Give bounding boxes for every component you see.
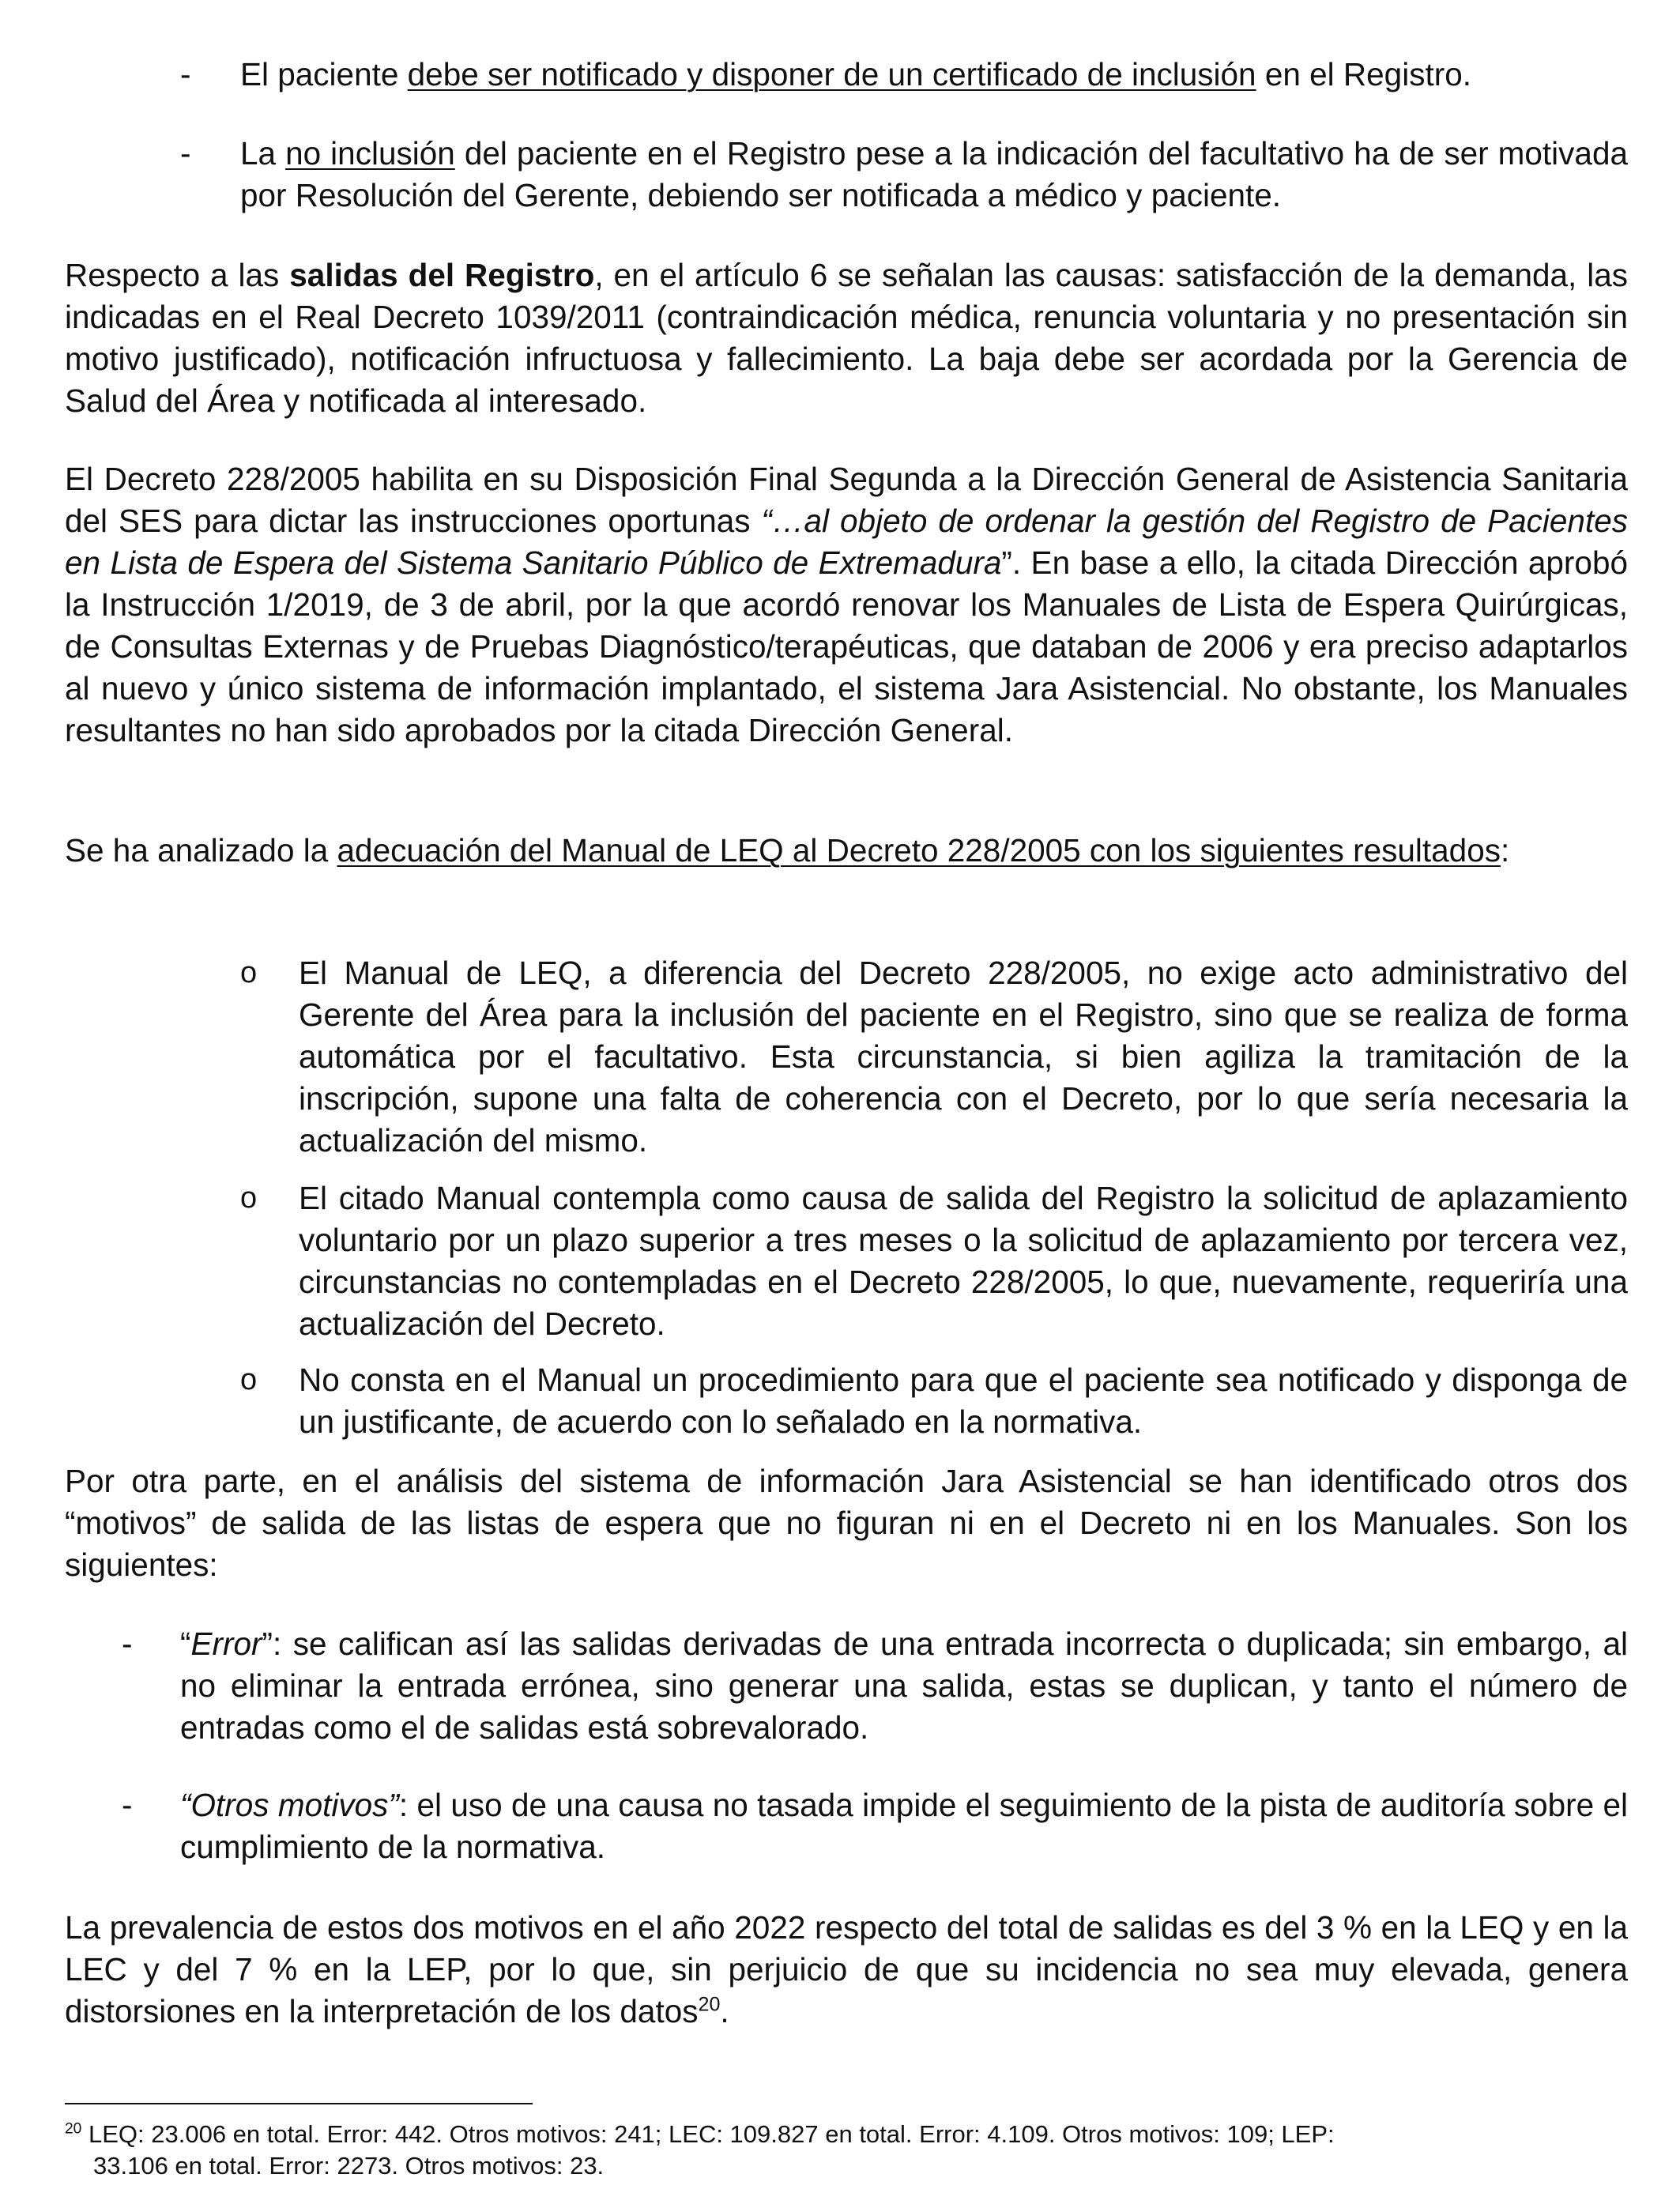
bullet-marker: o bbox=[240, 1363, 258, 1396]
bullet-item-1: El Manual de LEQ, a diferencia del Decreto 228/2005, no exige acto administrativo del Gerente del Área para la inclusión del paciente en el Registro, sino que se realiza de forma automática por el facultativo. Esta circunstancia, si bien agiliza la tramitación de la inscripción, supone una falta de coherencia con el Decreto, por lo que sería necesaria la actualización del mismo. bbox=[299, 955, 1628, 1159]
dash-item-otros-motivos: “Otros motivos”: el uso de una causa no tasada impide el seguimiento de la pista de auditoría sobre el cumplimiento de la normativa. bbox=[180, 1787, 1628, 1865]
dash-marker: - bbox=[180, 56, 191, 92]
bullet-item-2: El citado Manual contempla como causa de salida del Registro la solicitud de aplazamiento voluntario por un plazo superior a tres meses o la solicitud de aplazamiento por tercera vez, circunstancias no contempladas en el Decreto 228/2005, lo que, nuevamente, requeriría una actualización del Decreto. bbox=[299, 1180, 1628, 1342]
bullet-item-3: No consta en el Manual un procedimiento para que el paciente sea notificado y disponga de un justificante, de acuerdo con lo señalado en la normativa. bbox=[299, 1362, 1628, 1440]
paragraph-jara: Por otra parte, en el análisis del sistema de información Jara Asistencial se han identificado otros dos “motivos” de salida de las listas de espera que no figuran ni en el Decreto ni en los Manuales. Son los siguientes: bbox=[65, 1463, 1628, 1583]
footnote-number: 20 bbox=[65, 2120, 82, 2138]
footnote-separator bbox=[65, 2103, 533, 2104]
footnote: $^{20}$ LEQ: 23.006 en total. Error: 442. Otros motivos: 241; LEC: 109.827 en total. Error: 4.109. Otros motivos: 109; LEP: 33.106 en total. Error: 2273. Otros motivos: 23. bbox=[65, 2120, 1335, 2180]
dash-item-notificacion: El paciente debe ser notificado y disponer de un certificado de inclusión en el Registro. bbox=[240, 56, 1471, 92]
dash-marker: - bbox=[122, 1787, 133, 1823]
dash-item-error: “Error”: se califican así las salidas derivadas de una entrada incorrecta o duplicada; sin embargo, al no eliminar la entrada errónea, sino generar una salida, estas se duplican, y tanto el número de entradas como el de salidas está sobrevalorado. bbox=[180, 1626, 1628, 1746]
dash-item-no-inclusion: La no inclusión del paciente en el Registro pese a la indicación del facultativo ha de ser motivada por Resolución del Gerente, debiendo ser notificada a médico y paciente. bbox=[240, 135, 1628, 213]
paragraph-prevalencia: La prevalencia de estos dos motivos en el año 2022 respecto del total de salidas es del 3 % en la LEQ y en la LEC y del 7 % en la LEP, por lo que, sin perjuicio de que su incidencia no sea muy elevada, genera distorsiones en la interpretación de los datos$^{20}$. bbox=[65, 1909, 1628, 2029]
bullet-marker: o bbox=[240, 956, 258, 989]
dash-marker: - bbox=[180, 135, 191, 171]
dash-marker: - bbox=[122, 1626, 133, 1662]
paragraph-decreto: El Decreto 228/2005 habilita en su Disposición Final Segunda a la Dirección General de Asistencia Sanitaria del SES para dictar las instrucciones oportunas “…al objeto de ordenar la gestión del Registro de Pacientes en Lista de Espera del Sistema Sanitario Público de Extremadura”. En base a ello, la citada Dirección aprobó la Instrucción 1/2019, de 3 de abril, por la que acordó renovar los Manuales de Lista de Espera Quirúrgicas, de Consultas Externas y de Pruebas Diagnóstico/terapéuticas, que databan de 2006 y era preciso adaptarlos al nuevo y único sistema de información implantado, el sistema Jara Asistencial. No obstante, los Manuales resultantes no han sido aprobados por la citada Dirección General. bbox=[65, 461, 1628, 748]
bullet-marker: o bbox=[240, 1181, 258, 1215]
footnote-reference[interactable]: 20 bbox=[698, 1993, 721, 2016]
paragraph-analisis: Se ha analizado la adecuación del Manual de LEQ al Decreto 228/2005 con los siguientes resultados: bbox=[65, 832, 1510, 868]
paragraph-salidas-registro: Respecto a las salidas del Registro, en el artículo 6 se señalan las causas: satisfacción de la demanda, las indicadas en el Real Decreto 1039/2011 (contraindicación médica, renuncia voluntaria y no presentación sin motivo justificado), notificación infructuosa y fallecimiento. La baja debe ser acordada por la Gerencia de Salud del Área y notificada al interesado. bbox=[65, 257, 1629, 419]
